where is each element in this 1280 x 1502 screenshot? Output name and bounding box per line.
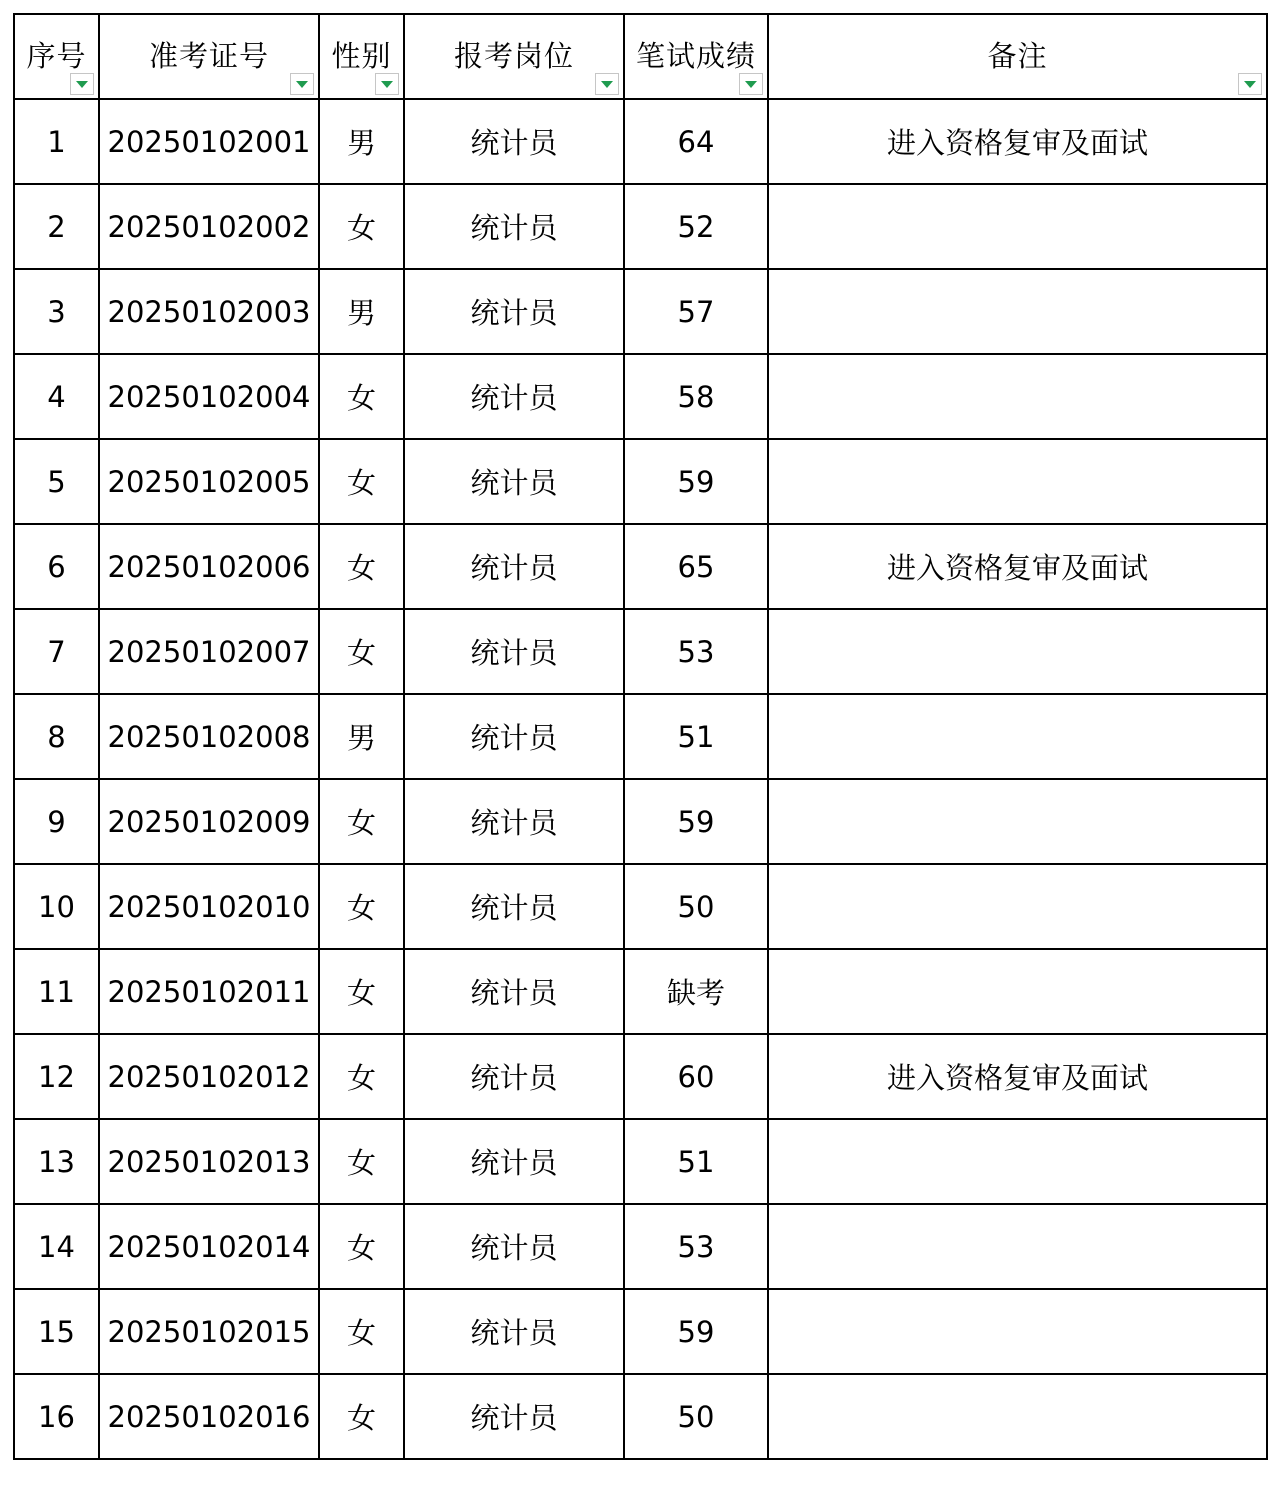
gender-cell: 女 bbox=[319, 354, 404, 439]
position-cell: 统计员 bbox=[404, 1374, 624, 1459]
score-cell: 51 bbox=[624, 694, 768, 779]
table-row bbox=[14, 1119, 1267, 1204]
score-cell: 53 bbox=[624, 609, 768, 694]
dropdown-filter-icon[interactable] bbox=[375, 73, 399, 95]
table-row bbox=[14, 439, 1267, 524]
dropdown-filter-icon[interactable] bbox=[70, 73, 94, 95]
seq-cell: 4 bbox=[14, 354, 99, 439]
table-row bbox=[14, 269, 1267, 354]
position-cell: 统计员 bbox=[404, 354, 624, 439]
seq-cell: 3 bbox=[14, 269, 99, 354]
score-cell: 64 bbox=[624, 99, 768, 184]
gender-cell: 女 bbox=[319, 1034, 404, 1119]
table-row bbox=[14, 1374, 1267, 1459]
exam-id-cell: 20250102002 bbox=[99, 184, 319, 269]
header-row bbox=[14, 14, 1267, 99]
seq-cell: 16 bbox=[14, 1374, 99, 1459]
remark-cell bbox=[768, 184, 1267, 269]
dropdown-filter-icon[interactable] bbox=[290, 73, 314, 95]
position-cell: 统计员 bbox=[404, 439, 624, 524]
header-cell-gender bbox=[319, 14, 404, 99]
score-cell: 51 bbox=[624, 1119, 768, 1204]
table-row bbox=[14, 694, 1267, 779]
remark-cell bbox=[768, 354, 1267, 439]
remark-cell: 进入资格复审及面试 bbox=[768, 99, 1267, 184]
remark-cell bbox=[768, 1119, 1267, 1204]
seq-cell: 6 bbox=[14, 524, 99, 609]
position-cell: 统计员 bbox=[404, 694, 624, 779]
header-label: 笔试成绩 bbox=[635, 39, 756, 73]
seq-cell: 8 bbox=[14, 694, 99, 779]
score-cell: 52 bbox=[624, 184, 768, 269]
position-cell: 统计员 bbox=[404, 99, 624, 184]
seq-cell: 1 bbox=[14, 99, 99, 184]
remark-cell bbox=[768, 694, 1267, 779]
header-label: 序号 bbox=[26, 39, 87, 73]
exam-id-cell: 20250102007 bbox=[99, 609, 319, 694]
score-cell: 59 bbox=[624, 779, 768, 864]
position-cell: 统计员 bbox=[404, 779, 624, 864]
header-label: 性别 bbox=[331, 39, 392, 73]
score-cell: 65 bbox=[624, 524, 768, 609]
exam-id-cell: 20250102015 bbox=[99, 1289, 319, 1374]
exam-id-cell: 20250102004 bbox=[99, 354, 319, 439]
gender-cell: 男 bbox=[319, 269, 404, 354]
dropdown-filter-icon[interactable] bbox=[595, 73, 619, 95]
remark-cell bbox=[768, 269, 1267, 354]
position-cell: 统计员 bbox=[404, 1289, 624, 1374]
table-row bbox=[14, 184, 1267, 269]
remark-cell bbox=[768, 779, 1267, 864]
header-label: 准考证号 bbox=[148, 39, 269, 73]
remark-cell: 进入资格复审及面试 bbox=[768, 524, 1267, 609]
table-header bbox=[14, 14, 1267, 99]
gender-cell: 女 bbox=[319, 1374, 404, 1459]
gender-cell: 女 bbox=[319, 439, 404, 524]
score-cell: 60 bbox=[624, 1034, 768, 1119]
exam-id-cell: 20250102006 bbox=[99, 524, 319, 609]
remark-cell: 进入资格复审及面试 bbox=[768, 1034, 1267, 1119]
position-cell: 统计员 bbox=[404, 1119, 624, 1204]
seq-cell: 12 bbox=[14, 1034, 99, 1119]
position-cell: 统计员 bbox=[404, 1034, 624, 1119]
position-cell: 统计员 bbox=[404, 864, 624, 949]
dropdown-filter-icon[interactable] bbox=[1238, 73, 1262, 95]
gender-cell: 女 bbox=[319, 184, 404, 269]
seq-cell: 9 bbox=[14, 779, 99, 864]
score-cell: 59 bbox=[624, 1289, 768, 1374]
table-row bbox=[14, 524, 1267, 609]
remark-cell bbox=[768, 609, 1267, 694]
score-table bbox=[13, 13, 1268, 1460]
score-cell: 50 bbox=[624, 864, 768, 949]
position-cell: 统计员 bbox=[404, 609, 624, 694]
exam-id-cell: 20250102005 bbox=[99, 439, 319, 524]
dropdown-filter-icon[interactable] bbox=[739, 73, 763, 95]
header-cell-seq bbox=[14, 14, 99, 99]
seq-cell: 15 bbox=[14, 1289, 99, 1374]
exam-id-cell: 20250102011 bbox=[99, 949, 319, 1034]
header-label: 备注 bbox=[987, 39, 1048, 73]
gender-cell: 男 bbox=[319, 99, 404, 184]
header-cell-score bbox=[624, 14, 768, 99]
exam-id-cell: 20250102012 bbox=[99, 1034, 319, 1119]
score-cell: 缺考 bbox=[624, 949, 768, 1034]
gender-cell: 女 bbox=[319, 779, 404, 864]
remark-cell bbox=[768, 1204, 1267, 1289]
gender-cell: 女 bbox=[319, 609, 404, 694]
score-cell: 50 bbox=[624, 1374, 768, 1459]
gender-cell: 女 bbox=[319, 1204, 404, 1289]
exam-id-cell: 20250102001 bbox=[99, 99, 319, 184]
seq-cell: 7 bbox=[14, 609, 99, 694]
seq-cell: 2 bbox=[14, 184, 99, 269]
table-row bbox=[14, 949, 1267, 1034]
gender-cell: 女 bbox=[319, 1119, 404, 1204]
header-cell-remark bbox=[768, 14, 1267, 99]
position-cell: 统计员 bbox=[404, 184, 624, 269]
table-row bbox=[14, 99, 1267, 184]
exam-id-cell: 20250102008 bbox=[99, 694, 319, 779]
seq-cell: 10 bbox=[14, 864, 99, 949]
score-cell: 53 bbox=[624, 1204, 768, 1289]
seq-cell: 14 bbox=[14, 1204, 99, 1289]
table-row bbox=[14, 354, 1267, 439]
exam-id-cell: 20250102010 bbox=[99, 864, 319, 949]
table-body bbox=[14, 99, 1267, 1459]
exam-id-cell: 20250102009 bbox=[99, 779, 319, 864]
exam-id-cell: 20250102014 bbox=[99, 1204, 319, 1289]
header-cell-exam-id bbox=[99, 14, 319, 99]
gender-cell: 男 bbox=[319, 694, 404, 779]
score-cell: 59 bbox=[624, 439, 768, 524]
remark-cell bbox=[768, 1374, 1267, 1459]
remark-cell bbox=[768, 439, 1267, 524]
position-cell: 统计员 bbox=[404, 949, 624, 1034]
remark-cell bbox=[768, 1289, 1267, 1374]
table-row bbox=[14, 1204, 1267, 1289]
header-label: 报考岗位 bbox=[453, 39, 574, 73]
remark-cell bbox=[768, 864, 1267, 949]
exam-id-cell: 20250102016 bbox=[99, 1374, 319, 1459]
table-row bbox=[14, 779, 1267, 864]
gender-cell: 女 bbox=[319, 864, 404, 949]
score-cell: 57 bbox=[624, 269, 768, 354]
table-row bbox=[14, 609, 1267, 694]
exam-id-cell: 20250102013 bbox=[99, 1119, 319, 1204]
table-row bbox=[14, 1034, 1267, 1119]
seq-cell: 5 bbox=[14, 439, 99, 524]
table-row bbox=[14, 1289, 1267, 1374]
seq-cell: 13 bbox=[14, 1119, 99, 1204]
score-cell: 58 bbox=[624, 354, 768, 439]
gender-cell: 女 bbox=[319, 524, 404, 609]
gender-cell: 女 bbox=[319, 1289, 404, 1374]
exam-id-cell: 20250102003 bbox=[99, 269, 319, 354]
position-cell: 统计员 bbox=[404, 1204, 624, 1289]
gender-cell: 女 bbox=[319, 949, 404, 1034]
remark-cell bbox=[768, 949, 1267, 1034]
header-cell-position bbox=[404, 14, 624, 99]
seq-cell: 11 bbox=[14, 949, 99, 1034]
position-cell: 统计员 bbox=[404, 524, 624, 609]
table-row bbox=[14, 864, 1267, 949]
position-cell: 统计员 bbox=[404, 269, 624, 354]
